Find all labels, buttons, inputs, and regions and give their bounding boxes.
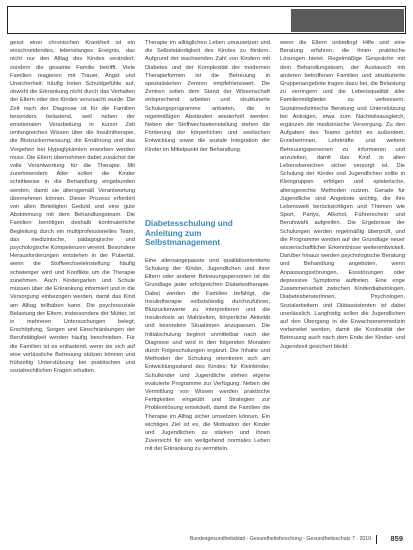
text-column-1 xyxy=(10,39,135,527)
footer-divider xyxy=(376,535,377,544)
paragraph: Eine altersangepasste und qualitätsorientierte Schulung der Kinder, Jugendlichen und ihrer Eltern oder anderer Betreuungspersonen ist die Grundlage jeder erfolgreichen Diabetestherapie. Dabei werden die Familien befähigt, die Insulintherapie selbstständig durchzuführen, Blutzuckerwerte zu interpretieren und die Insulindosis an Mahlzeiten, körperliche Aktivität und besondere Situationen anzupassen. Die Initialschulung beginnt unmittelbar nach der Diagnose und wird in den folgenden Monaten durch Folgeschulungen ergänzt. Die Inhalte und Methoden der Schulung orientieren sich am Entwicklungsstand des Kindes; für Kleinkinder, Schulkinder und Jugendliche stehen eigene evaluierte Programme zur Verfügung. Neben der Vermittlung von Wissen werden praktische Fertigkeiten eingeübt und Strategien zur Problemlösung entwickelt, damit die Familien die Therapie im Alltag sicher umsetzen können. Ein wichtiges Ziel ist es, die Motivation der Kinder und Jugendlichen zu stärken und ihnen Zuversicht für ein weitgehend normales Leben mit der Erkrankung zu vermitteln. xyxy=(145,257,270,453)
paragraph: Therapie im alltäglichen Leben umzusetzen und die Selbstständigkeit des Kindes zu fördern. Aufgrund der wachsenden Zahl von Kindern mit Diabetes und der Komplexität der modernen Therapieformen ist die Betreuung in spezialisierten Zentren empfehlenswert. Die Zentren sollen dem Stand der Wissenschaft entsprechend arbeiten und strukturierte Schulungsprogramme anbieten, die in regelmäßigen Abständen wiederholt werden. Neben der Stoffwechseleinstellung stehen die Förderung der körperlichen und seelischen Entwicklung sowie die soziale Integration der Kinder im Mittelpunkt der Behandlung. xyxy=(145,40,270,153)
journal-citation: Bundesgesundheitsblatt - Gesundheitsforschung - Gesundheitsschutz 7 · 2010 xyxy=(189,536,371,542)
text-column-2 xyxy=(145,39,270,527)
page-number: 859 xyxy=(390,534,403,543)
header-bar xyxy=(291,9,404,32)
text-column-3 xyxy=(280,39,405,527)
section-heading: Diabetesschulung und Anleitung zum Selbstmanagement xyxy=(145,219,233,248)
paragraph: gesst einer chronischen Krankheit ist ein einschneidendes, lebenslanges Ereignis, das nicht nur den Alltag des Kindes verändert, sondern die gesamte Familie betrifft. Viele Familien reagieren mit Trauer, Angst und Unsicherheit; häufig treten Schuldgefühle auf, obwohl die Erkrankung nicht durch das Verhalten der Eltern oder des Kindes verursacht wurde. Die Zeit nach der Diagnose ist für die Familien besonders belastend, weil neben der emotionalen Verarbeitung in kurzer Zeit umfangreiches Wissen über die Insulintherapie, die Blutzuckermessung, die Ernährung und das Vorgehen bei Hypoglykämien erworben werden muss. Die Eltern übernehmen dabei zunächst die volle Verantwortung für die Therapie. Mit zunehmendem Alter sollen die Kinder schrittweise in die Behandlung eingebunden werden, damit sie altersgemäß Verantwortung übernehmen können. Dieser Prozess erfordert von allen Beteiligten Geduld und eine gute Abstimmung mit dem Behandlungsteam. Die Familien benötigen deshalb kontinuierliche Begleitung durch ein multiprofessionelles Team, das medizinische, pädagogische und psychologische Kompetenzen vereint. Besondere Herausforderungen entstehen in der Pubertät, wenn die Stoffwechseleinstellung häufig schwieriger wird und Konflikte um die Therapie zunehmen. Auch Kindergarten und Schule müssen über die Erkrankung informiert und in die Versorgung einbezogen werden, damit das Kind am Alltag teilhaben kann. Die psychosoziale Belastung der Eltern, insbesondere der Mütter, ist in mehreren Untersuchungen belegt; Erschöpfung, Sorgen und Einschränkungen der Berufstätigkeit werden häufig beschrieben. Für die Familien ist es entlastend, wenn sie sich auf eine verlässliche Betreuung stützen können und frühzeitig Unterstützung bei praktischen und sozialrechtlichen Fragen erhalten. xyxy=(10,40,135,375)
paragraph: wenn die Eltern unbedingt Hilfe und eine Beratung erfahren, die ihnen praktische Lösungen bietet. Regelmäßige Gespräche mit dem Behandlungsteam, der Austausch mit anderen betroffenen Familien und strukturierte Gruppenangebote tragen dazu bei, die Belastung zu verringern und die Lebensqualität aller Familienmitglieder zu verbessern. Sozialmedizinische Beratung und Unterstützung bei Anträgen, etwa zum Nachteilsausgleich, ergänzen die medizinische Versorgung. Zu den Aufgaben des Teams gehört es außerdem, Erzieherinnen, Lehrkräfte und weitere Betreuungspersonen zu informieren und anzuleiten, damit das Kind in allen Lebensbereichen sicher versorgt ist. Die Schulung der Kinder und Jugendlichen sollte in Kleingruppen erfolgen und spielerische, altersgerechte Methoden nutzen. Gerade für Jugendliche sind Angebote wichtig, die ihre Lebenswelt berücksichtigen und Themen wie Sport, Partys, Alkohol, Führerschein und Berufswahl aufgreifen. Die Ergebnisse der Schulungen werden regelmäßig überprüft, und die Programme werden auf der Grundlage neuer wissenschaftlicher Erkenntnisse weiterentwickelt. Darüber hinaus werden psychologische Beratung und Behandlung angeboten, wenn Anpassungsstörungen, Essstörungen oder depressive Symptome auftreten. Eine enge Zusammenarbeit zwischen Kinderdiabetologen, Diabetesberaterinnen, Psychologen, Sozialarbeitern und Diätassistenten ist dabei unerlässlich. Langfristig sollen die Jugendlichen auf den Übergang in die Erwachsenenmedizin vorbereitet werden, damit die Kontinuität der Betreuung auch nach dem Ende der Kinder- und Jugendzeit gesichert bleibt. xyxy=(280,40,405,350)
page-footer xyxy=(0,535,413,547)
